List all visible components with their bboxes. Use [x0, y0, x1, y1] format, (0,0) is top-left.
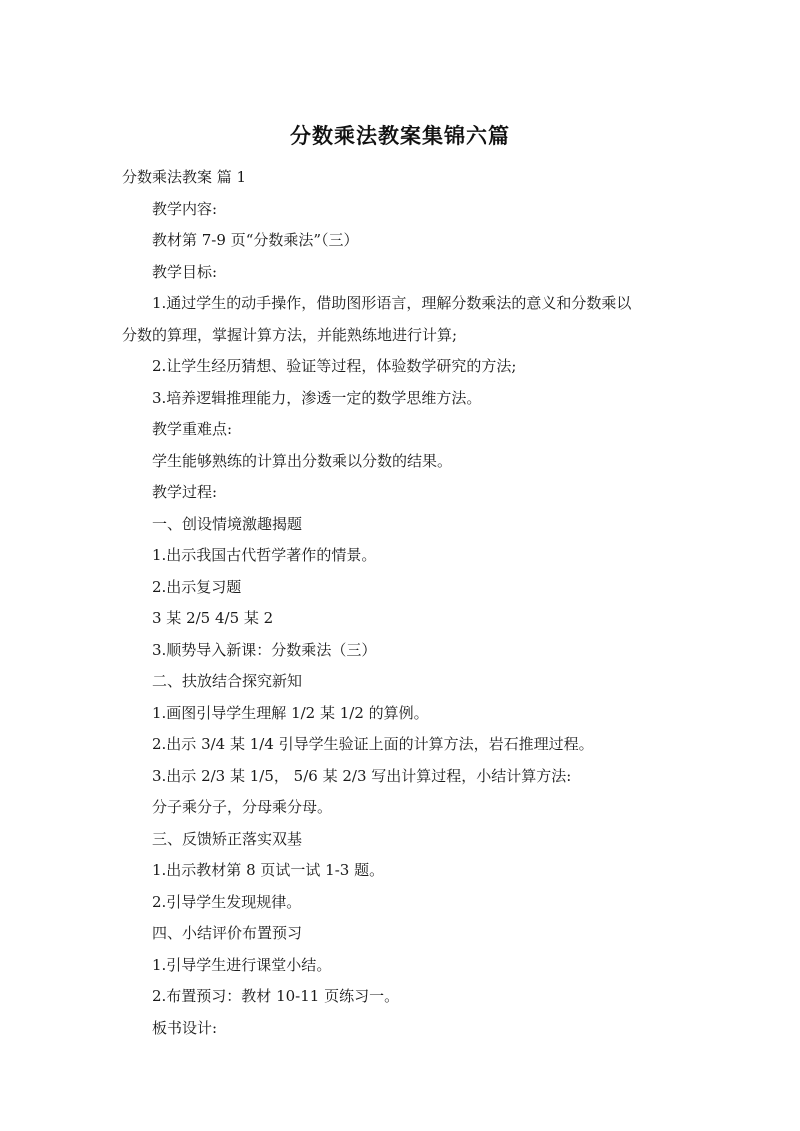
paragraph-line: 1.出示教材第 8 页试一试 1-3 题。 [152, 861, 385, 879]
document-title: 分数乘法教案集锦六篇 [290, 124, 510, 148]
paragraph-line: 2.引导学生发现规律。 [152, 892, 302, 911]
section-heading: 分数乘法教案 篇 1 [122, 168, 247, 186]
paragraph-line: 教学目标: [152, 262, 218, 281]
paragraph-line: 教学过程: [152, 483, 218, 501]
paragraph-line: 3.培养逻辑推理能力，渗透一定的数学思维方法。 [152, 388, 482, 407]
document-body [122, 162, 682, 1044]
paragraph-continuation-line: 分数的算理，掌握计算方法，并能熟练地进行计算; [122, 325, 458, 344]
paragraph-line: 2.出示复习题 [152, 577, 242, 596]
paragraph-line: 3.出示 2/3 某 1/5， 5/6 某 2/3 写出计算过程，小结计算方法: [152, 766, 572, 785]
paragraph-line: 教学重难点: [152, 420, 233, 438]
paragraph-line: 3 某 2/5 4/5 某 2 [152, 609, 274, 627]
paragraph-line: 教学内容: [152, 199, 218, 218]
paragraph-line: 2.布置预习：教材 10-11 页练习一。 [152, 987, 400, 1005]
paragraph-line: 1.画图引导学生理解 1/2 某 1/2 的算例。 [152, 703, 429, 722]
paragraph-line: 教材第 7-9 页“分数乘法”（三） [152, 231, 359, 249]
paragraph-line: 学生能够熟练的计算出分数乘以分数的结果。 [152, 451, 453, 470]
paragraph-line: 3.顺势导入新课：分数乘法（三） [152, 640, 377, 659]
paragraph-line: 二、扶放结合探究新知 [152, 672, 303, 690]
paragraph-line: 一、创设情境激趣揭题 [152, 514, 303, 533]
paragraph-line: 1.出示我国古代哲学著作的情景。 [152, 546, 377, 564]
paragraph-line: 1.引导学生进行课堂小结。 [152, 955, 332, 974]
paragraph-line: 三、反馈矫正落实双基 [152, 829, 303, 848]
paragraph-line: 四、小结评价布置预习 [152, 924, 303, 942]
paragraph-line: 板书设计: [152, 1018, 218, 1037]
paragraph-line: 2.出示 3/4 某 1/4 引导学生验证上面的计算方法，岩石推理过程。 [152, 735, 594, 753]
paragraph-line: 分子乘分子，分母乘分母。 [152, 798, 333, 816]
paragraph-line: 2.让学生经历猜想、验证等过程，体验数学研究的方法; [152, 357, 517, 375]
paragraph-line: 1.通过学生的动手操作，借助图形语言，理解分数乘法的意义和分数乘以 [152, 294, 632, 312]
